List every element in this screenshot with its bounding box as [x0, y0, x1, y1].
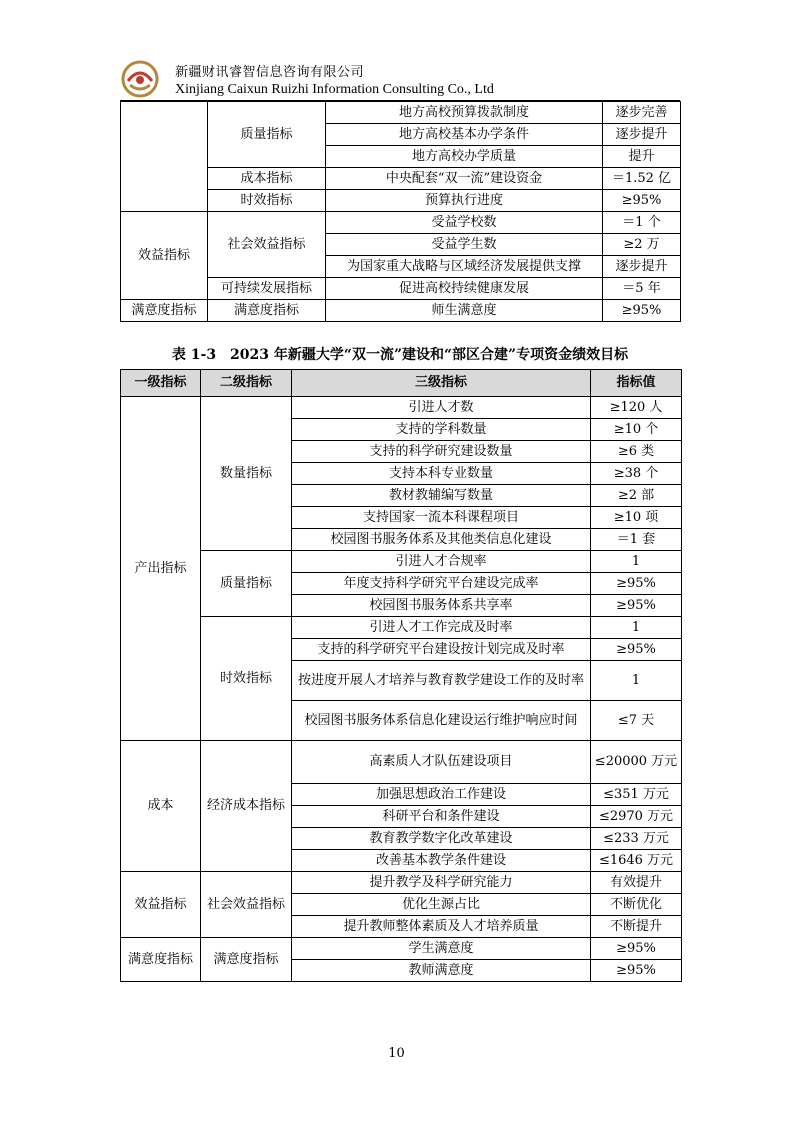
level2-cell: 满意度指标 — [208, 300, 326, 322]
value-cell: ≥6 类 — [591, 441, 682, 463]
table-row — [121, 872, 682, 894]
column-header: 一级指标 — [121, 370, 201, 397]
value-cell: ≥38 个 — [591, 463, 682, 485]
table-row — [121, 938, 682, 960]
level3-cell: 支持的科学研究平台建设按计划完成及时率 — [292, 639, 591, 661]
level2-cell: 满意度指标 — [201, 938, 292, 982]
level3-cell: 年度支持科学研究平台建设完成率 — [292, 573, 591, 595]
table-row — [121, 741, 682, 784]
level2-cell: 成本指标 — [208, 168, 326, 190]
level3-cell: 支持国家一流本科课程项目 — [292, 507, 591, 529]
value-cell: 1 — [591, 617, 682, 639]
level1-cell: 效益指标 — [121, 872, 201, 938]
level3-cell: 提升教学及科学研究能力 — [292, 872, 591, 894]
level3-cell: 促进高校持续健康发展 — [326, 278, 603, 300]
level3-cell: 地方高校基本办学条件 — [326, 124, 603, 146]
level3-cell: 支持的学科数量 — [292, 419, 591, 441]
column-header: 二级指标 — [201, 370, 292, 397]
level2-cell: 时效指标 — [201, 617, 292, 741]
level3-cell: 教材教辅编写数量 — [292, 485, 591, 507]
value-cell: ≥95% — [591, 573, 682, 595]
level3-cell: 地方高校预算拨款制度 — [326, 102, 603, 124]
level3-cell: 学生满意度 — [292, 938, 591, 960]
level2-cell: 质量指标 — [201, 551, 292, 617]
company-name-en: Xinjiang Caixun Ruizhi Information Consulting Co., Ltd — [175, 82, 494, 97]
level3-cell: 引进人才数 — [292, 397, 591, 419]
level2-cell: 时效指标 — [208, 190, 326, 212]
level1-cell: 效益指标 — [121, 212, 208, 300]
level2-cell: 数量指标 — [201, 397, 292, 551]
value-cell: ≥95% — [591, 938, 682, 960]
value-cell: 逐步提升 — [603, 256, 681, 278]
level3-cell: 加强思想政治工作建设 — [292, 784, 591, 806]
level1-cell: 成本 — [121, 741, 201, 872]
table-row — [121, 397, 682, 419]
level1-cell: 满意度指标 — [121, 300, 208, 322]
table-row — [121, 551, 682, 573]
value-cell: ≤20000 万元 — [591, 741, 682, 784]
level3-cell: 师生满意度 — [326, 300, 603, 322]
level3-cell: 中央配套“双一流”建设资金 — [326, 168, 603, 190]
value-cell: ≥95% — [591, 639, 682, 661]
level3-cell: 校园图书服务体系共享率 — [292, 595, 591, 617]
value-cell: 不断优化 — [591, 894, 682, 916]
level3-cell: 科研平台和条件建设 — [292, 806, 591, 828]
column-header: 三级指标 — [292, 370, 591, 397]
level3-cell: 支持的科学研究建设数量 — [292, 441, 591, 463]
value-cell: ≤233 万元 — [591, 828, 682, 850]
value-cell: ≥120 人 — [591, 397, 682, 419]
value-cell: ＝1.52 亿 — [603, 168, 681, 190]
table-row — [121, 300, 681, 322]
value-cell: 1 — [591, 551, 682, 573]
value-cell: ≤2970 万元 — [591, 806, 682, 828]
level1-cell: 满意度指标 — [121, 938, 201, 982]
level3-cell: 教师满意度 — [292, 960, 591, 982]
level3-cell: 为国家重大战略与区域经济发展提供支撑 — [326, 256, 603, 278]
level3-cell: 教育教学数字化改革建设 — [292, 828, 591, 850]
value-cell: ＝5 年 — [603, 278, 681, 300]
level3-cell: 支持本科专业数量 — [292, 463, 591, 485]
value-cell: ≥95% — [591, 960, 682, 982]
level3-cell: 优化生源占比 — [292, 894, 591, 916]
value-cell: ≥10 个 — [591, 419, 682, 441]
value-cell: ＝1 个 — [603, 212, 681, 234]
value-cell: ≤1646 万元 — [591, 850, 682, 872]
level1-cell: 产出指标 — [121, 397, 201, 741]
table-header-row — [121, 370, 682, 397]
value-cell: ≤351 万元 — [591, 784, 682, 806]
company-logo-icon — [120, 59, 160, 99]
performance-table-continued — [120, 101, 681, 322]
level1-cell — [121, 102, 208, 212]
table-caption: 表 1-3 2023 年新疆大学“双一流”建设和“部区合建”专项资金绩效目标 — [171, 347, 629, 363]
value-cell: ≤7 天 — [591, 701, 682, 741]
value-cell: 提升 — [603, 146, 681, 168]
level3-cell: 改善基本教学条件建设 — [292, 850, 591, 872]
value-cell: 逐步提升 — [603, 124, 681, 146]
level3-cell: 受益学校数 — [326, 212, 603, 234]
level3-cell: 引进人才合规率 — [292, 551, 591, 573]
level2-cell: 质量指标 — [208, 102, 326, 168]
table-row — [121, 102, 681, 124]
value-cell: ≥95% — [591, 595, 682, 617]
table-row — [121, 617, 682, 639]
level2-cell: 经济成本指标 — [201, 741, 292, 872]
value-cell: 1 — [591, 661, 682, 701]
page-header — [120, 55, 680, 101]
level3-cell: 地方高校办学质量 — [326, 146, 603, 168]
level3-cell: 预算执行进度 — [326, 190, 603, 212]
level3-cell: 受益学生数 — [326, 234, 603, 256]
value-cell: 不断提升 — [591, 916, 682, 938]
page-number: 10 — [388, 1046, 405, 1061]
value-cell: ≥2 部 — [591, 485, 682, 507]
value-cell: 有效提升 — [591, 872, 682, 894]
value-cell: 逐步完善 — [603, 102, 681, 124]
value-cell: ≥2 万 — [603, 234, 681, 256]
value-cell: ≥95% — [603, 300, 681, 322]
company-name-cn: 新疆财讯睿智信息咨询有限公司 — [175, 65, 365, 80]
table-row — [121, 212, 681, 234]
level3-cell: 提升教师整体素质及人才培养质量 — [292, 916, 591, 938]
level3-cell: 校园图书服务体系及其他类信息化建设 — [292, 529, 591, 551]
level3-cell: 按进度开展人才培养与教育教学建设工作的及时率 — [292, 661, 591, 701]
value-cell: ＝1 套 — [591, 529, 682, 551]
level2-cell: 社会效益指标 — [201, 872, 292, 938]
column-header: 指标值 — [591, 370, 682, 397]
level2-cell: 社会效益指标 — [208, 212, 326, 278]
performance-targets-table — [120, 369, 682, 982]
value-cell: ≥95% — [603, 190, 681, 212]
level3-cell: 高素质人才队伍建设项目 — [292, 741, 591, 784]
level3-cell: 校园图书服务体系信息化建设运行维护响应时间 — [292, 701, 591, 741]
value-cell: ≥10 项 — [591, 507, 682, 529]
level2-cell: 可持续发展指标 — [208, 278, 326, 300]
level3-cell: 引进人才工作完成及时率 — [292, 617, 591, 639]
